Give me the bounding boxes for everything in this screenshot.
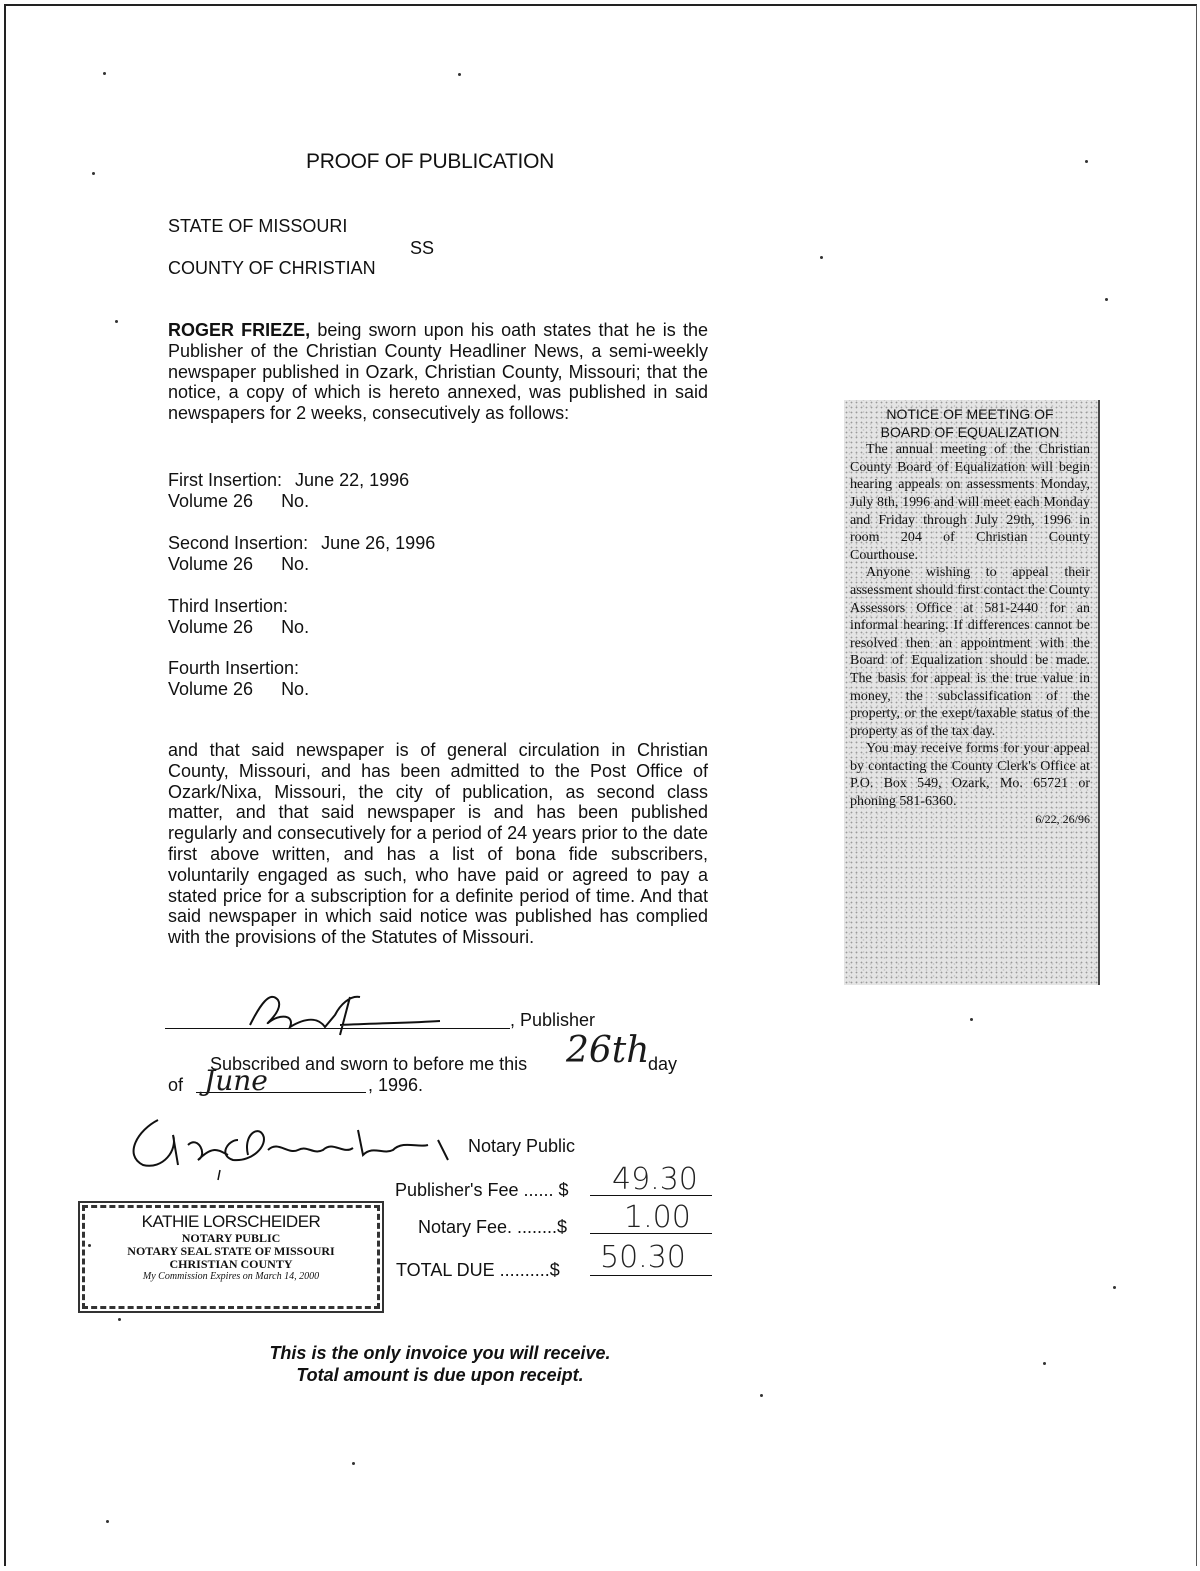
scan-speck bbox=[1085, 160, 1088, 163]
notary-stamp bbox=[82, 1205, 380, 1309]
insertion-no: No. bbox=[281, 678, 310, 699]
insertion-label: Third Insertion: bbox=[168, 596, 289, 616]
year-text: , 1996. bbox=[368, 1075, 424, 1095]
notary-public-label: Notary Public bbox=[468, 1136, 576, 1156]
publisher-signature bbox=[240, 985, 460, 1045]
scan-speck bbox=[103, 72, 106, 75]
insertion-volume: Volume 26 bbox=[168, 553, 254, 574]
circulation-paragraph: and that said newspaper is of general circulation in Christian County, Missouri, and has been admitted to the Post Office of Ozark/Nixa, Missouri, the city of publication, as second class matter, and that said newspaper is and has been published regularly and consecutively for a period of 24 years prior to the date first above written, and has a list of bona fide subscribers, voluntarily engaged as such, who have paid or agreed to pay a stated price for a subscription for a definite period of time. And that said newspaper in which said notice was published has complied with the provisions of the Statutes of Missouri. bbox=[168, 740, 708, 948]
stamp-name: KATHIE LORSCHEIDER bbox=[141, 1212, 321, 1231]
insertion-first bbox=[168, 470, 409, 512]
day-handwritten: 26th bbox=[566, 1030, 650, 1071]
publisher-label: , Publisher bbox=[510, 1010, 596, 1030]
total-due-value: 50.30 bbox=[600, 1240, 686, 1275]
insertion-volume-line bbox=[168, 554, 435, 575]
clipping-body-1: The annual meeting of the Christian County Board of Equalization will begin hearing appeals on assessments Monday, July 8th, 1996 and will meet each Monday and Friday through July 29th, 1996 in room 204 of Christian County Courthouse. bbox=[850, 442, 1090, 563]
insertion-date: June 22, 1996 bbox=[295, 470, 410, 490]
footer-line-1: This is the only invoice you will receive. bbox=[269, 1343, 611, 1363]
scan-speck bbox=[458, 73, 461, 76]
scan-speck bbox=[88, 1244, 91, 1247]
insertion-second bbox=[168, 533, 435, 575]
venue-ss: SS bbox=[410, 238, 435, 258]
scan-speck bbox=[1043, 1362, 1046, 1365]
publisher-fee-value: 49.30 bbox=[612, 1162, 698, 1197]
clipping-text bbox=[850, 406, 1090, 828]
insertion-third bbox=[168, 596, 309, 638]
insertion-volume: Volume 26 bbox=[168, 490, 254, 511]
scan-speck bbox=[118, 1318, 121, 1321]
of-word: of bbox=[168, 1075, 184, 1095]
month-handwritten: June bbox=[204, 1064, 268, 1097]
scan-speck bbox=[820, 256, 823, 259]
insertion-volume-line bbox=[168, 617, 309, 638]
scan-speck bbox=[1105, 298, 1108, 301]
notary-signature bbox=[118, 1110, 468, 1190]
affidavit-text: being sworn upon his oath states that he is the Publisher of the Christian County Headliner News, a semi-weekly newspaper published in Ozark, Christian County, Missouri; that the notice, a copy of which is hereto annexed, was published in said newspapers for 2 weeks, consecutively as follows: bbox=[168, 320, 708, 424]
insertion-no: No. bbox=[281, 616, 310, 637]
stamp-notary-public: NOTARY PUBLIC bbox=[181, 1231, 281, 1245]
scan-speck bbox=[352, 1462, 355, 1465]
clipping-title-2: BOARD OF EQUALIZATION bbox=[880, 423, 1060, 440]
newspaper-clipping bbox=[844, 400, 1100, 985]
clipping-date: 6/22, 26/96 bbox=[1035, 811, 1090, 826]
insertion-no: No. bbox=[281, 553, 310, 574]
invoice-footer bbox=[250, 1342, 630, 1386]
scan-speck bbox=[92, 172, 95, 175]
clipping-title-1: NOTICE OF MEETING OF bbox=[886, 406, 1054, 422]
insertion-volume-line bbox=[168, 679, 309, 700]
stamp-seal: NOTARY SEAL STATE OF MISSOURI bbox=[127, 1244, 335, 1258]
footer-line-2: Total amount is due upon receipt. bbox=[296, 1365, 584, 1385]
insertion-no: No. bbox=[281, 490, 310, 511]
scan-speck bbox=[970, 1018, 973, 1021]
insertion-label: First Insertion: bbox=[168, 470, 283, 490]
total-due-line bbox=[590, 1275, 712, 1276]
insertion-label: Second Insertion: bbox=[168, 533, 309, 553]
insertion-volume: Volume 26 bbox=[168, 616, 254, 637]
affiant-name: ROGER FRIEZE, bbox=[168, 320, 311, 340]
scan-speck bbox=[115, 320, 118, 323]
scan-speck bbox=[1113, 1286, 1116, 1289]
total-due-label: TOTAL DUE ..........$ bbox=[396, 1260, 560, 1280]
stamp-county: CHRISTIAN COUNTY bbox=[169, 1257, 293, 1271]
scan-speck bbox=[106, 1520, 109, 1523]
insertion-date: June 26, 1996 bbox=[321, 533, 436, 553]
insertion-fourth bbox=[168, 658, 309, 700]
venue-county: COUNTY OF CHRISTIAN bbox=[168, 258, 376, 278]
insertion-volume-line bbox=[168, 491, 409, 512]
document-title: PROOF OF PUBLICATION bbox=[306, 150, 554, 173]
notary-fee-label: Notary Fee. ........$ bbox=[418, 1217, 568, 1237]
clipping-body-2: Anyone wishing to appeal their assessment should first contact the County Assessors Office at 581-2440 for an informal hearing. If differences cannot be resolved then an appointment with the Board of Equalization should be made. The basis for appeal is the true value in money, the subclassification of the property, or the exept/taxable status of the property as of the tax day. bbox=[850, 565, 1090, 739]
insertion-volume: Volume 26 bbox=[168, 678, 254, 699]
publisher-fee-label: Publisher's Fee ...... $ bbox=[395, 1180, 569, 1200]
insertion-label: Fourth Insertion: bbox=[168, 658, 300, 678]
scan-speck bbox=[760, 1394, 763, 1397]
affidavit-paragraph bbox=[168, 320, 708, 424]
sworn-text: Subscribed and sworn to before me this bbox=[210, 1054, 528, 1074]
stamp-commission: My Commission Expires on March 14, 2000 bbox=[142, 1271, 320, 1282]
clipping-body-3: You may receive forms for your appeal by contacting the County Clerk's Office at P.O. Box 549, Ozark, Mo. 65721 or phoning 581-6360. bbox=[850, 741, 1090, 810]
venue-state: STATE OF MISSOURI bbox=[168, 216, 348, 236]
notary-fee-value: 1.00 bbox=[624, 1200, 691, 1235]
day-word: day bbox=[648, 1054, 678, 1074]
